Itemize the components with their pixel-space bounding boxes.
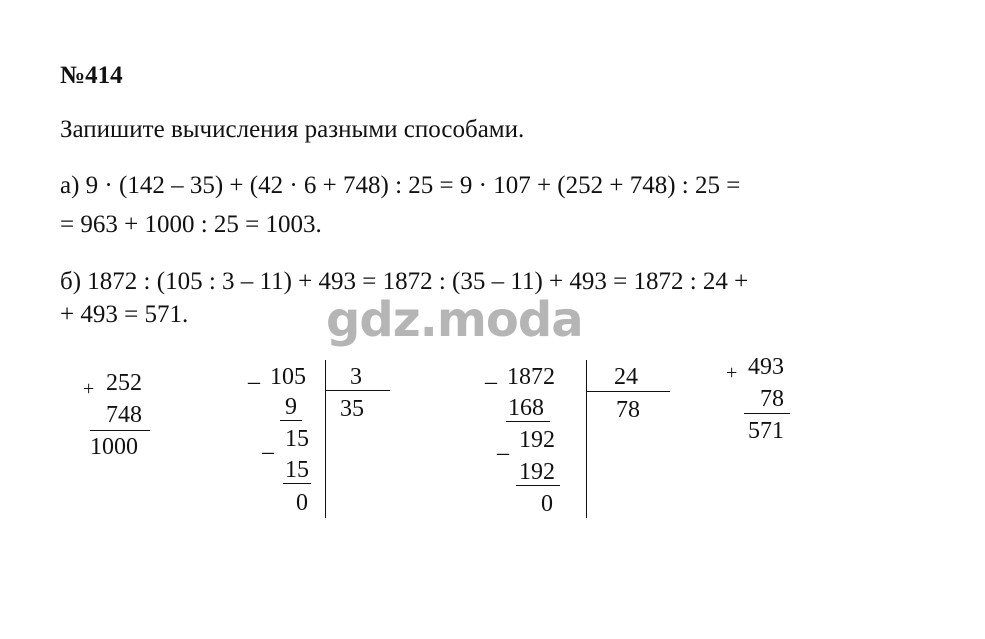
part-b-line-1: б) 1872 : (105 : 3 – 11) + 493 = 1872 : (35 – 11) + 493 = 1872 : 24 + [60,268,749,295]
part-a-line-1: а) 9 · (142 – 35) + (42 · 6 + 748) : 25 = 9 · 107 + (252 + 748) : 25 = [60,172,741,199]
problem-number: №414 [60,62,123,89]
dividend: 105 [270,364,306,390]
divisor-underline [325,390,390,391]
final-remainder: 0 [541,491,553,517]
addend-1: 252 [106,370,142,396]
dividend: 1872 [507,364,555,390]
subtract-underline-1 [506,421,550,422]
sum-result: 1000 [90,434,138,460]
quotient: 78 [616,397,640,423]
plus-sign: + [83,378,95,400]
watermark-logo: gdz.moda [326,292,583,348]
final-remainder: 0 [296,490,308,516]
remainder-1: 192 [519,427,555,453]
sum-underline [90,430,150,431]
addend-2: 748 [106,402,142,428]
addend-1: 493 [748,354,784,380]
division-vertical-line [325,360,326,518]
sum-result: 571 [748,418,784,444]
subtrahend-2: 15 [285,457,309,483]
subtrahend-1: 9 [285,394,297,420]
subtract-underline-1 [280,420,302,421]
sum-underline [744,413,790,414]
divisor: 24 [614,364,638,390]
remainder-1: 15 [285,426,309,452]
part-b-line-2: + 493 = 571. [60,301,189,328]
subtract-underline-2 [283,483,311,484]
addend-2: 78 [760,386,784,412]
division-vertical-line [586,360,587,518]
task-statement: Запишите вычисления разными способами. [60,116,525,143]
divisor-underline [586,391,670,392]
plus-sign: + [726,362,738,384]
subtrahend-1: 168 [508,395,544,421]
minus-sign: _ [262,431,274,457]
minus-sign: _ [497,432,509,458]
divisor: 3 [350,364,362,390]
subtrahend-2: 192 [519,459,555,485]
subtract-underline-2 [516,485,560,486]
part-a-line-2: = 963 + 1000 : 25 = 1003. [60,211,322,238]
quotient: 35 [340,396,364,422]
minus-sign: _ [485,361,497,387]
minus-sign: _ [248,361,260,387]
